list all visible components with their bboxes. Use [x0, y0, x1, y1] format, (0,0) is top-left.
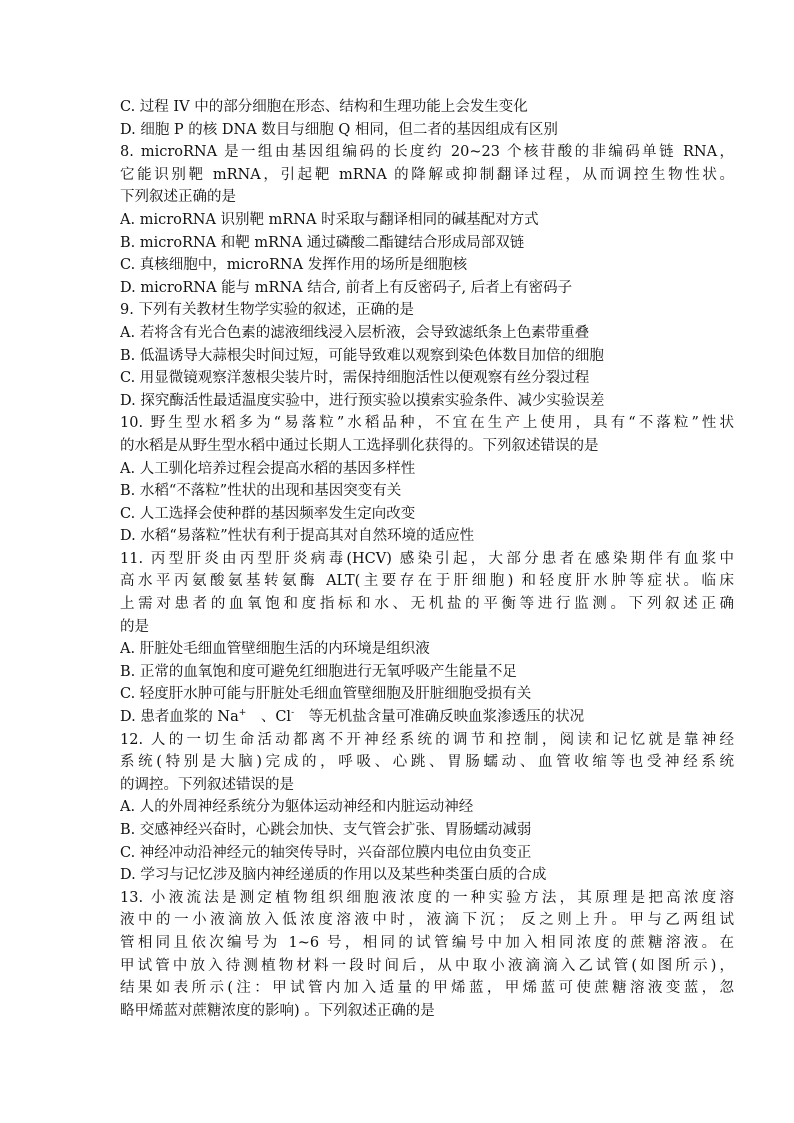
text-line: 液中的一小液滴放入低浓度溶液中时，液滴下沉； 反之则上升。甲与乙两组试: [120, 912, 734, 929]
text-line: 的是: [120, 618, 149, 635]
text-line: 系统(特别是大脑)完成的，呼吸、心跳、胃肠蠕动、血管收缩等也受神经系统: [120, 754, 734, 771]
text-line: 12. 人的一切生命活动都离不开神经系统的调节和控制，阅读和记忆就是靠神经: [120, 731, 734, 748]
text-line: B. 交感神经兴奋时，心跳会加快、支气管会扩张、胃肠蠕动减弱: [120, 822, 532, 838]
text-line: A. 若将含有光合色素的滤液细线浸入层析液，会导致滤纸条上色素带重叠: [120, 324, 590, 341]
text-line: A. 人的外周神经系统分为躯体运动神经和内脏运动神经: [120, 799, 474, 816]
text-line: 结果如表所示(注：甲试管内加入适量的甲烯蓝，甲烯蓝可使蔗糖溶液变蓝，忽: [120, 980, 734, 997]
text-line: 13. 小液流法是测定植物组织细胞液浓度的一种实验方法，其原理是把高浓度溶: [120, 889, 734, 906]
text-line: C. 神经冲动沿神经元的轴突传导时，兴奋部位膜内电位由负变正: [120, 844, 532, 861]
text-line: 甲试管中放入待测植物材料一段时间后，从中取小液滴滴入乙试管(如图所示)，: [120, 957, 734, 974]
text-line: 下列叙述正确的是: [120, 189, 236, 206]
text-line: D. 学习与记忆涉及脑内神经递质的作用以及某些种类蛋白质的合成: [120, 867, 547, 884]
text-line: C. 人工选择会使种群的基因频率发生定向改变: [120, 505, 416, 522]
text-line: 的水稻是从野生型水稻中通过长期人工选择驯化获得的。下列叙述错误的是: [120, 437, 599, 454]
text-line: D. 患者血浆的 Na+ 、Cl- 等无机盐含量可准确反映血浆渗透压的状况: [120, 708, 585, 726]
text-line: 略甲烯蓝对蔗糖浓度的影响) 。下列叙述正确的是: [120, 1002, 435, 1019]
text-line: 11. 丙型肝炎由丙型肝炎病毒(HCV) 感染引起，大部分患者在感染期伴有血浆中: [120, 550, 734, 567]
text-line: A. 人工驯化培养过程会提高水稻的基因多样性: [120, 460, 416, 477]
text-line: B. 低温诱导大蒜根尖时间过短，可能导致难以观察到染色体数目加倍的细胞: [120, 347, 604, 364]
text-line: D. 探究酶活性最适温度实验中，进行预实验以摸索实验条件、减少实验误差: [120, 392, 605, 409]
text-line: A. microRNA 识别靶 mRNA 时采取与翻译相同的碱基配对方式: [120, 211, 539, 228]
text-line: B. microRNA 和靶 mRNA 通过磷酸二酯键结合形成局部双链: [120, 234, 525, 251]
text-line: 的调控。下列叙述错误的是: [120, 776, 294, 793]
text-line: B. 正常的血氧饱和度可避免红细胞进行无氧呼吸产生能量不足: [120, 663, 517, 680]
text-line: D. microRNA 能与 mRNA 结合, 前者上有反密码子, 后者上有密码子: [120, 279, 573, 296]
text-line: 管相同且依次编号为 1~6 号，相同的试管编号中加入相同浓度的蔗糖溶液。在: [120, 934, 734, 951]
text-line: 它能识别靶 mRNA，引起靶 mRNA 的降解或抑制翻译过程，从而调控生物性状。: [120, 166, 734, 183]
text-line: 9. 下列有关教材生物学实验的叙述，正确的是: [120, 302, 414, 319]
text-line: 高水平丙氨酸氨基转氨酶 ALT(主要存在于肝细胞) 和轻度肝水肿等症状。临床: [120, 573, 734, 590]
text-line: C. 真核细胞中，microRNA 发挥作用的场所是细胞核: [120, 257, 468, 274]
text-line: A. 肝脏处毛细血管壁细胞生活的内环境是组织液: [120, 641, 430, 658]
text-line: C. 用显微镜观察洋葱根尖装片时，需保持细胞活性以便观察有丝分裂过程: [120, 370, 590, 387]
text-line: C. 过程 IV 中的部分细胞在形态、结构和生理功能上会发生变化: [120, 99, 528, 115]
text-line: D. 细胞 P 的核 DNA 数目与细胞 Q 相同，但二者的基因组成有区别: [120, 121, 558, 138]
text-line: 上需对患者的血氧饱和度指标和水、无机盐的平衡等进行监测。下列叙述正确: [120, 596, 734, 613]
text-line: D. 水稻“易落粒”性状有利于提高其对自然环境的适应性: [120, 528, 475, 545]
text-line: 10. 野生型水稻多为“易落粒”水稻品种，不宜在生产上使用，具有“不落粒”性状: [120, 415, 734, 432]
text-line: 8. microRNA 是一组由基因组编码的长度约 20~23 个核苷酸的非编码单链 RNA，: [120, 144, 734, 161]
text-line: B. 水稻“不落粒”性状的出现和基因突变有关: [120, 483, 402, 500]
text-line: C. 轻度肝水肿可能与肝脏处毛细血管壁细胞及肝脏细胞受损有关: [120, 686, 532, 703]
